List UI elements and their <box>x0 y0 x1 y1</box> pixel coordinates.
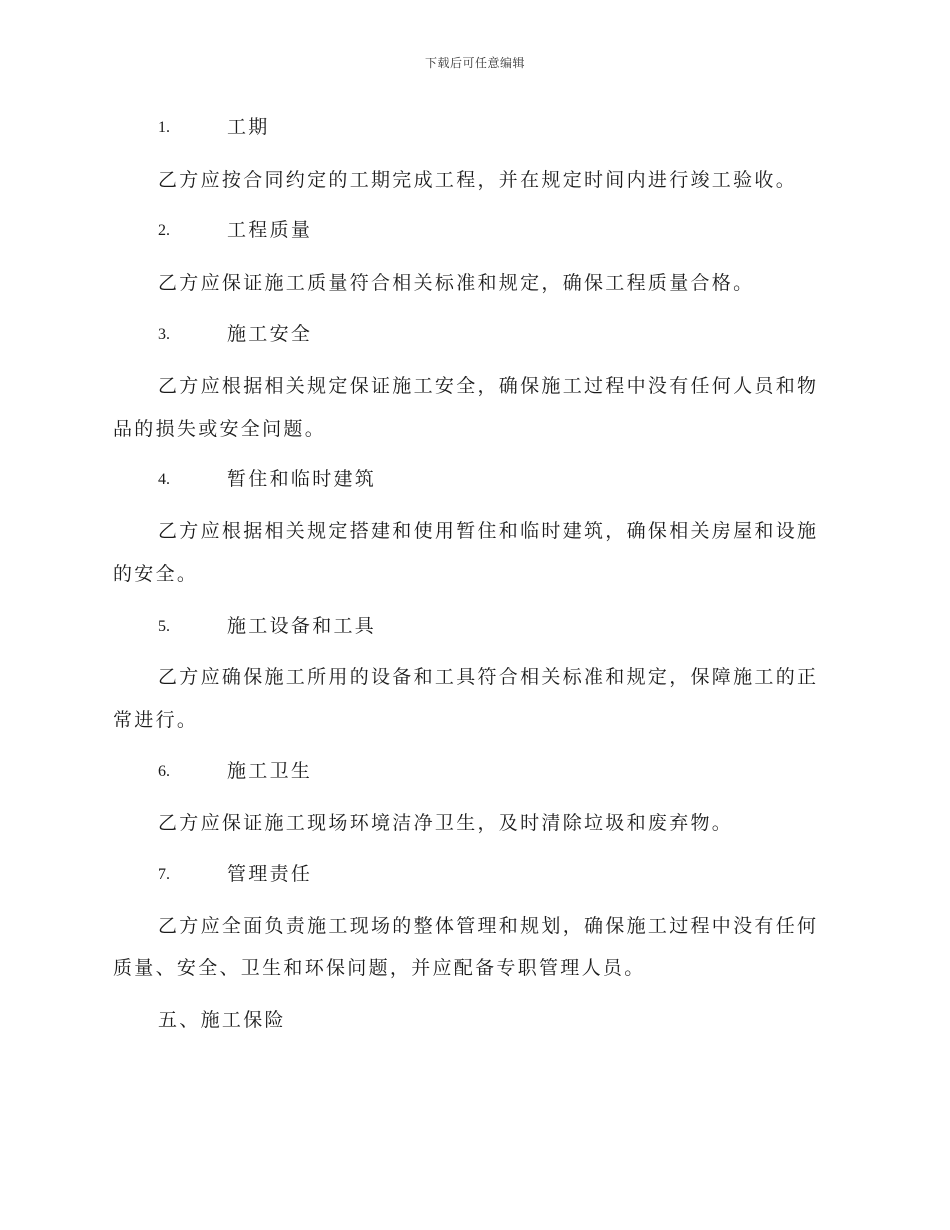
paragraph-line: 常进行。 <box>113 709 199 731</box>
section-title: 施工安全 <box>227 323 313 345</box>
section-number: 6. <box>158 763 170 780</box>
section-title: 工期 <box>227 116 270 138</box>
section-number: 7. <box>158 866 170 883</box>
section-number: 2. <box>158 222 170 239</box>
section-title: 施工设备和工具 <box>227 615 377 637</box>
section-number: 1. <box>158 119 170 136</box>
paragraph-line: 的安全。 <box>113 563 199 585</box>
paragraph-line: 乙方应保证施工现场环境洁净卫生，及时清除垃圾和废弃物。 <box>158 812 734 834</box>
paragraph-line: 乙方应确保施工所用的设备和工具符合相关标准和规定，保障施工的正 <box>158 666 819 688</box>
section-number: 4. <box>158 471 170 488</box>
section-title: 管理责任 <box>227 863 313 885</box>
paragraph-line: 乙方应全面负责施工现场的整体管理和规划，确保施工过程中没有任何 <box>158 915 819 937</box>
paragraph-line: 品的损失或安全问题。 <box>113 418 327 440</box>
section-title: 施工卫生 <box>227 760 313 782</box>
paragraph-line: 乙方应根据相关规定保证施工安全，确保施工过程中没有任何人员和物 <box>158 375 819 397</box>
section-title: 暂住和临时建筑 <box>227 468 377 490</box>
paragraph-line: 乙方应按合同约定的工期完成工程，并在规定时间内进行竣工验收。 <box>158 169 798 191</box>
paragraph-line: 乙方应根据相关规定搭建和使用暂住和临时建筑，确保相关房屋和设施 <box>158 520 819 542</box>
paragraph-line: 乙方应保证施工质量符合相关标准和规定，确保工程质量合格。 <box>158 272 755 294</box>
paragraph-line: 质量、安全、卫生和环保问题，并应配备专职管理人员。 <box>113 957 646 979</box>
section-number: 5. <box>158 618 170 635</box>
chapter-heading: 五、施工保险 <box>158 1009 286 1031</box>
section-title: 工程质量 <box>227 219 313 241</box>
section-number: 3. <box>158 326 170 343</box>
page-header: 下载后可任意编辑 <box>424 56 525 70</box>
